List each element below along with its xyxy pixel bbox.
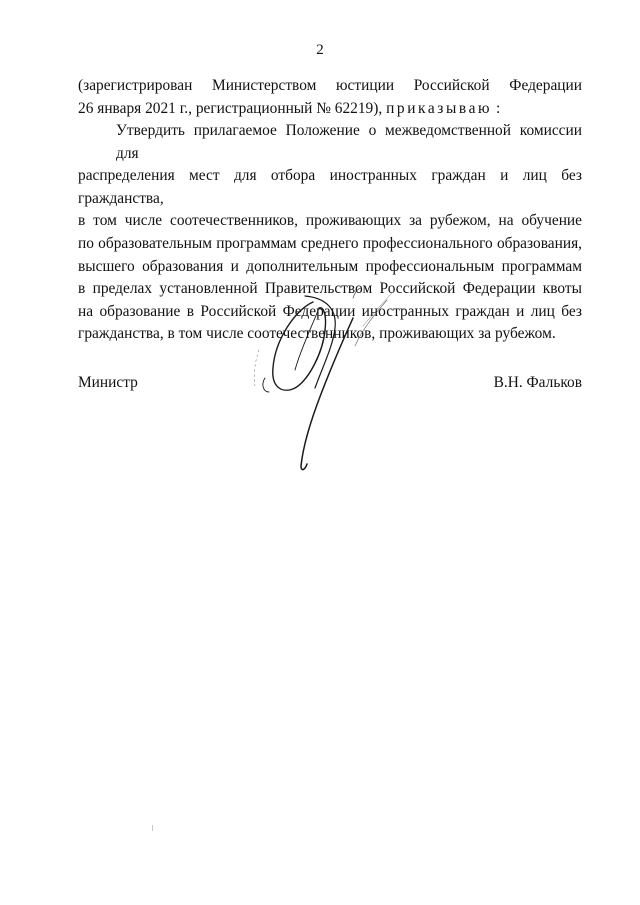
order-word: приказываю bbox=[386, 99, 493, 117]
paragraph-line: Утвердить прилагаемое Положение о межведомственной комиссии для bbox=[116, 122, 582, 162]
intro-line-2-prefix: 26 января 2021 г., регистрационный № 62219), bbox=[78, 99, 387, 117]
signer-position: Министр bbox=[78, 374, 138, 391]
paragraph-line: на образование в Российской Федерации иностранных граждан и лиц без bbox=[78, 302, 582, 320]
paragraph-line: по образовательным программам среднего профессионального образования, bbox=[78, 234, 582, 252]
page-number: 2 bbox=[316, 42, 324, 58]
scan-artifact bbox=[152, 825, 153, 831]
paragraph-line-last: гражданства, в том числе соотечественников, проживающих за рубежом. bbox=[78, 325, 556, 343]
intro-line-2-suffix: : bbox=[492, 99, 501, 117]
signer-name: В.Н. Фальков bbox=[493, 374, 582, 391]
intro-line-2 bbox=[78, 98, 582, 121]
paragraph-line: в том числе соотечественников, проживающих за рубежом, на обучение bbox=[78, 212, 582, 230]
paragraph-line: в пределах установленной Правительством Российской Федерации квоты bbox=[78, 280, 582, 298]
intro-block bbox=[78, 75, 582, 120]
intro-line-1: (зарегистрирован Министерством юстиции Российской Федерации bbox=[78, 77, 582, 94]
paragraph-line: высшего образования и дополнительным профессиональным программам bbox=[78, 257, 582, 275]
handwritten-signature bbox=[235, 288, 410, 478]
paragraph-line: распределения мест для отбора иностранных граждан и лиц без гражданства, bbox=[78, 167, 582, 207]
